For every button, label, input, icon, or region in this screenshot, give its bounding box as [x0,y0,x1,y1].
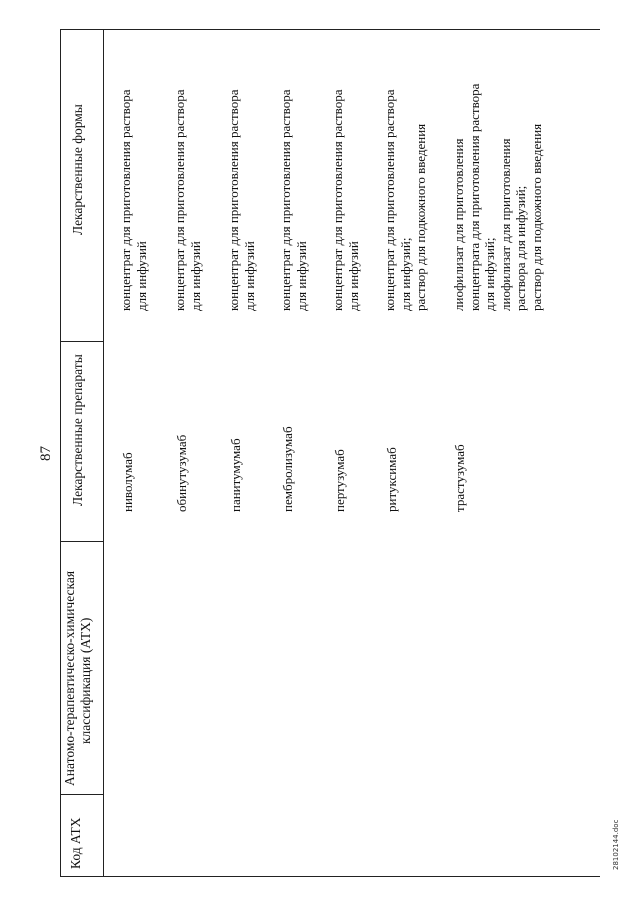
column-divider-code-atc [60,794,103,795]
header-drugs: Лекарственные препараты [70,354,85,506]
header-forms: Лекарственные формы [70,104,85,235]
drug-name: трастузумаб [452,444,467,512]
dosage-forms: концентрат для приготовления раствора для инфузий [226,89,257,311]
footer-filename: 28102144.doc [612,819,620,870]
drug-name: обинутузумаб [174,434,189,512]
column-divider-atc-drugs [60,541,103,542]
table-border-bottom [60,876,600,877]
drug-name: ритуксимаб [384,447,399,512]
dosage-forms: концентрат для приготовления раствора для инфузий; раствор для подкожного введения [382,89,428,311]
table-header-divider [103,29,104,877]
drug-name: ниволумаб [120,452,135,512]
drug-name: пембролизумаб [280,426,295,512]
table-border-left [60,29,61,877]
page-number: 87 [38,446,54,461]
dosage-forms: концентрат для приготовления раствора для инфузий [118,89,149,311]
dosage-forms: концентрат для приготовления раствора для инфузий [172,89,203,311]
dosage-forms: концентрат для приготовления раствора для инфузий [278,89,309,311]
header-atc-classification [62,571,94,786]
header-atc-line-1: Анатомо-терапевтическо-химическая [62,570,77,786]
table-border-top [60,29,600,30]
dosage-forms: концентрат для приготовления раствора для инфузий [330,89,361,311]
dosage-forms: лиофилизат для приготовления концентрата для приготовления раствора для инфузий; лиофилизат для приготовления раствора для инфузий; раствор для подкожного введения [451,83,544,311]
drug-name: панитумумаб [228,438,243,512]
drug-name: пертузумаб [332,449,347,512]
header-code-atc: Код АТХ [68,817,83,869]
header-atc-line-2: классификация (АТХ) [78,617,93,744]
column-divider-drugs-forms [60,341,103,342]
